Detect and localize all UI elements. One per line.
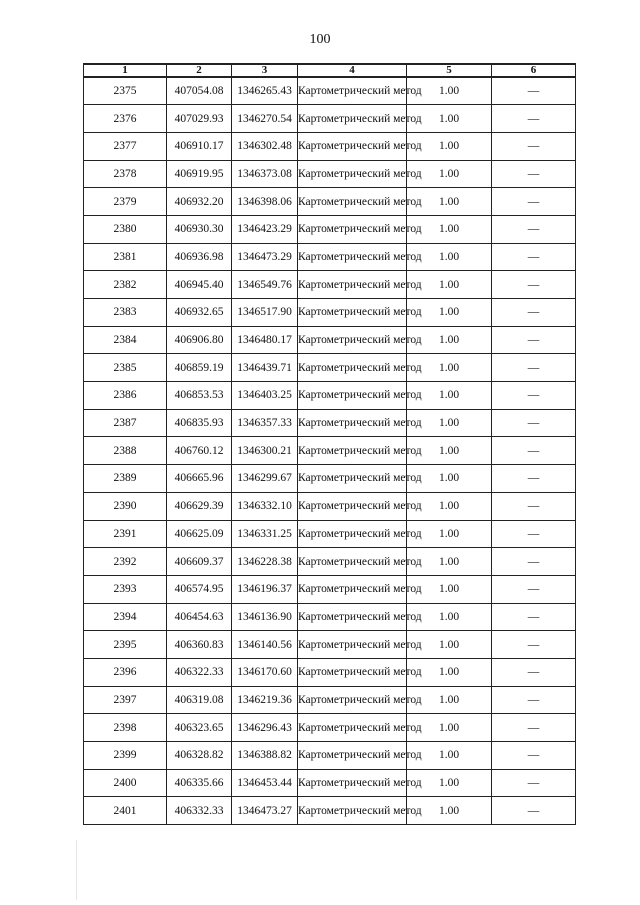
- table-row: [84, 575, 576, 603]
- method-cell: Картометрический метод: [298, 742, 407, 770]
- point-number-cell: 2395: [84, 631, 167, 659]
- accuracy-cell: 1.00: [407, 271, 492, 299]
- x-coordinate-cell: 406319.08: [167, 686, 232, 714]
- note-cell: —: [492, 603, 576, 631]
- note-cell: —: [492, 382, 576, 410]
- point-number-cell: 2387: [84, 409, 167, 437]
- y-coordinate-cell: 1346196.37: [232, 575, 298, 603]
- accuracy-cell: 1.00: [407, 742, 492, 770]
- table-row: [84, 132, 576, 160]
- point-number-cell: 2385: [84, 354, 167, 382]
- y-coordinate-cell: 1346140.56: [232, 631, 298, 659]
- point-number-cell: 2375: [84, 77, 167, 105]
- table-row: [84, 105, 576, 133]
- accuracy-cell: 1.00: [407, 686, 492, 714]
- x-coordinate-cell: 406625.09: [167, 520, 232, 548]
- note-cell: —: [492, 575, 576, 603]
- note-cell: —: [492, 686, 576, 714]
- y-coordinate-cell: 1346388.82: [232, 742, 298, 770]
- table-row: [84, 354, 576, 382]
- accuracy-cell: 1.00: [407, 548, 492, 576]
- point-number-cell: 2389: [84, 465, 167, 493]
- method-cell: Картометрический метод: [298, 603, 407, 631]
- column-header: 4: [298, 64, 407, 77]
- note-cell: —: [492, 409, 576, 437]
- accuracy-cell: 1.00: [407, 77, 492, 105]
- x-coordinate-cell: 406665.96: [167, 465, 232, 493]
- note-cell: —: [492, 326, 576, 354]
- column-header: 3: [232, 64, 298, 77]
- y-coordinate-cell: 1346473.29: [232, 243, 298, 271]
- note-cell: —: [492, 105, 576, 133]
- column-header: 1: [84, 64, 167, 77]
- page-number: 100: [309, 32, 331, 47]
- table-row: [84, 769, 576, 797]
- note-cell: —: [492, 742, 576, 770]
- method-cell: Картометрический метод: [298, 548, 407, 576]
- y-coordinate-cell: 1346423.29: [232, 215, 298, 243]
- method-cell: Картометрический метод: [298, 160, 407, 188]
- point-number-cell: 2380: [84, 215, 167, 243]
- table-header-row: [84, 64, 576, 77]
- table-row: [84, 465, 576, 493]
- point-number-cell: 2397: [84, 686, 167, 714]
- method-cell: Картометрический метод: [298, 271, 407, 299]
- point-number-cell: 2386: [84, 382, 167, 410]
- x-coordinate-cell: 406932.20: [167, 188, 232, 216]
- note-cell: —: [492, 769, 576, 797]
- table-row: [84, 603, 576, 631]
- y-coordinate-cell: 1346331.25: [232, 520, 298, 548]
- table-row: [84, 160, 576, 188]
- note-cell: —: [492, 132, 576, 160]
- x-coordinate-cell: 406835.93: [167, 409, 232, 437]
- y-coordinate-cell: 1346517.90: [232, 299, 298, 327]
- note-cell: —: [492, 465, 576, 493]
- note-cell: —: [492, 271, 576, 299]
- accuracy-cell: 1.00: [407, 769, 492, 797]
- point-number-cell: 2377: [84, 132, 167, 160]
- y-coordinate-cell: 1346170.60: [232, 658, 298, 686]
- x-coordinate-cell: 406454.63: [167, 603, 232, 631]
- note-cell: —: [492, 520, 576, 548]
- table-row: [84, 215, 576, 243]
- method-cell: Картометрический метод: [298, 686, 407, 714]
- x-coordinate-cell: 406919.95: [167, 160, 232, 188]
- y-coordinate-cell: 1346332.10: [232, 492, 298, 520]
- x-coordinate-cell: 407054.08: [167, 77, 232, 105]
- note-cell: —: [492, 631, 576, 659]
- accuracy-cell: 1.00: [407, 382, 492, 410]
- x-coordinate-cell: 406335.66: [167, 769, 232, 797]
- x-coordinate-cell: 406859.19: [167, 354, 232, 382]
- point-number-cell: 2401: [84, 797, 167, 825]
- method-cell: Картометрический метод: [298, 243, 407, 271]
- table-row: [84, 631, 576, 659]
- table-row: [84, 714, 576, 742]
- method-cell: Картометрический метод: [298, 215, 407, 243]
- x-coordinate-cell: 406360.83: [167, 631, 232, 659]
- y-coordinate-cell: 1346219.36: [232, 686, 298, 714]
- note-cell: —: [492, 215, 576, 243]
- accuracy-cell: 1.00: [407, 575, 492, 603]
- table-row: [84, 243, 576, 271]
- note-cell: —: [492, 658, 576, 686]
- table-row: [84, 520, 576, 548]
- method-cell: Картометрический метод: [298, 492, 407, 520]
- accuracy-cell: 1.00: [407, 631, 492, 659]
- method-cell: Картометрический метод: [298, 299, 407, 327]
- table-row: [84, 299, 576, 327]
- accuracy-cell: 1.00: [407, 714, 492, 742]
- y-coordinate-cell: 1346299.67: [232, 465, 298, 493]
- point-number-cell: 2392: [84, 548, 167, 576]
- point-number-cell: 2388: [84, 437, 167, 465]
- y-coordinate-cell: 1346549.76: [232, 271, 298, 299]
- point-number-cell: 2396: [84, 658, 167, 686]
- table-row: [84, 271, 576, 299]
- accuracy-cell: 1.00: [407, 520, 492, 548]
- point-number-cell: 2384: [84, 326, 167, 354]
- method-cell: Картометрический метод: [298, 188, 407, 216]
- point-number-cell: 2394: [84, 603, 167, 631]
- y-coordinate-cell: 1346357.33: [232, 409, 298, 437]
- x-coordinate-cell: 406910.17: [167, 132, 232, 160]
- accuracy-cell: 1.00: [407, 105, 492, 133]
- scan-artifact-line: [76, 840, 77, 900]
- point-number-cell: 2381: [84, 243, 167, 271]
- method-cell: Картометрический метод: [298, 326, 407, 354]
- x-coordinate-cell: 406936.98: [167, 243, 232, 271]
- x-coordinate-cell: 406932.65: [167, 299, 232, 327]
- y-coordinate-cell: 1346473.27: [232, 797, 298, 825]
- point-number-cell: 2398: [84, 714, 167, 742]
- method-cell: Картометрический метод: [298, 132, 407, 160]
- x-coordinate-cell: 407029.93: [167, 105, 232, 133]
- table-row: [84, 548, 576, 576]
- x-coordinate-cell: 406609.37: [167, 548, 232, 576]
- accuracy-cell: 1.00: [407, 326, 492, 354]
- x-coordinate-cell: 406629.39: [167, 492, 232, 520]
- accuracy-cell: 1.00: [407, 409, 492, 437]
- table-row: [84, 686, 576, 714]
- accuracy-cell: 1.00: [407, 160, 492, 188]
- method-cell: Картометрический метод: [298, 575, 407, 603]
- y-coordinate-cell: 1346302.48: [232, 132, 298, 160]
- method-cell: Картометрический метод: [298, 520, 407, 548]
- table-row: [84, 326, 576, 354]
- method-cell: Картометрический метод: [298, 465, 407, 493]
- note-cell: —: [492, 714, 576, 742]
- accuracy-cell: 1.00: [407, 658, 492, 686]
- x-coordinate-cell: 406853.53: [167, 382, 232, 410]
- accuracy-cell: 1.00: [407, 492, 492, 520]
- method-cell: Картометрический метод: [298, 631, 407, 659]
- table-row: [84, 797, 576, 825]
- point-number-cell: 2378: [84, 160, 167, 188]
- accuracy-cell: 1.00: [407, 354, 492, 382]
- point-number-cell: 2391: [84, 520, 167, 548]
- column-header: 5: [407, 64, 492, 77]
- table-row: [84, 437, 576, 465]
- x-coordinate-cell: 406906.80: [167, 326, 232, 354]
- note-cell: —: [492, 437, 576, 465]
- x-coordinate-cell: 406323.65: [167, 714, 232, 742]
- method-cell: Картометрический метод: [298, 77, 407, 105]
- y-coordinate-cell: 1346403.25: [232, 382, 298, 410]
- note-cell: —: [492, 492, 576, 520]
- point-number-cell: 2379: [84, 188, 167, 216]
- x-coordinate-cell: 406930.30: [167, 215, 232, 243]
- note-cell: —: [492, 188, 576, 216]
- accuracy-cell: 1.00: [407, 215, 492, 243]
- y-coordinate-cell: 1346480.17: [232, 326, 298, 354]
- table-row: [84, 188, 576, 216]
- column-header: 2: [167, 64, 232, 77]
- note-cell: —: [492, 354, 576, 382]
- table-row: [84, 77, 576, 105]
- y-coordinate-cell: 1346136.90: [232, 603, 298, 631]
- y-coordinate-cell: 1346300.21: [232, 437, 298, 465]
- x-coordinate-cell: 406332.33: [167, 797, 232, 825]
- point-number-cell: 2376: [84, 105, 167, 133]
- table-body: [84, 77, 576, 825]
- note-cell: —: [492, 243, 576, 271]
- method-cell: Картометрический метод: [298, 105, 407, 133]
- accuracy-cell: 1.00: [407, 188, 492, 216]
- x-coordinate-cell: 406945.40: [167, 271, 232, 299]
- y-coordinate-cell: 1346228.38: [232, 548, 298, 576]
- accuracy-cell: 1.00: [407, 465, 492, 493]
- accuracy-cell: 1.00: [407, 797, 492, 825]
- coordinates-table: [83, 63, 576, 825]
- y-coordinate-cell: 1346373.08: [232, 160, 298, 188]
- accuracy-cell: 1.00: [407, 437, 492, 465]
- accuracy-cell: 1.00: [407, 243, 492, 271]
- column-header: 6: [492, 64, 576, 77]
- method-cell: Картометрический метод: [298, 409, 407, 437]
- note-cell: —: [492, 299, 576, 327]
- method-cell: Картометрический метод: [298, 769, 407, 797]
- table-row: [84, 409, 576, 437]
- y-coordinate-cell: 1346439.71: [232, 354, 298, 382]
- x-coordinate-cell: 406574.95: [167, 575, 232, 603]
- table-row: [84, 742, 576, 770]
- accuracy-cell: 1.00: [407, 603, 492, 631]
- note-cell: —: [492, 160, 576, 188]
- y-coordinate-cell: 1346270.54: [232, 105, 298, 133]
- x-coordinate-cell: 406760.12: [167, 437, 232, 465]
- method-cell: Картометрический метод: [298, 354, 407, 382]
- point-number-cell: 2399: [84, 742, 167, 770]
- method-cell: Картометрический метод: [298, 437, 407, 465]
- point-number-cell: 2383: [84, 299, 167, 327]
- method-cell: Картометрический метод: [298, 658, 407, 686]
- x-coordinate-cell: 406328.82: [167, 742, 232, 770]
- note-cell: —: [492, 797, 576, 825]
- note-cell: —: [492, 548, 576, 576]
- point-number-cell: 2400: [84, 769, 167, 797]
- y-coordinate-cell: 1346296.43: [232, 714, 298, 742]
- point-number-cell: 2390: [84, 492, 167, 520]
- note-cell: —: [492, 77, 576, 105]
- x-coordinate-cell: 406322.33: [167, 658, 232, 686]
- y-coordinate-cell: 1346398.06: [232, 188, 298, 216]
- accuracy-cell: 1.00: [407, 132, 492, 160]
- point-number-cell: 2393: [84, 575, 167, 603]
- table-row: [84, 492, 576, 520]
- method-cell: Картометрический метод: [298, 797, 407, 825]
- table-row: [84, 382, 576, 410]
- method-cell: Картометрический метод: [298, 382, 407, 410]
- y-coordinate-cell: 1346265.43: [232, 77, 298, 105]
- point-number-cell: 2382: [84, 271, 167, 299]
- table-row: [84, 658, 576, 686]
- accuracy-cell: 1.00: [407, 299, 492, 327]
- method-cell: Картометрический метод: [298, 714, 407, 742]
- y-coordinate-cell: 1346453.44: [232, 769, 298, 797]
